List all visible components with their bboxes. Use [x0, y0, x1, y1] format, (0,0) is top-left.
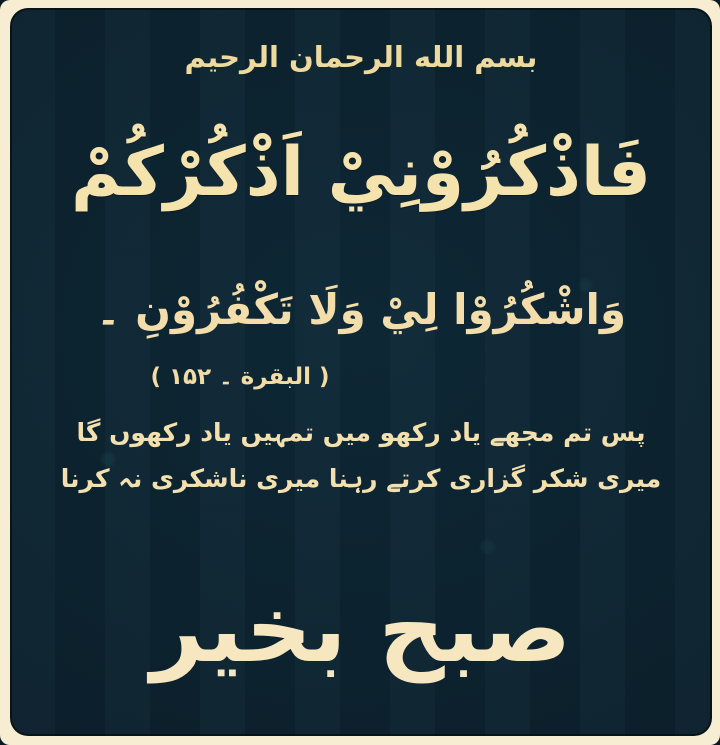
quran-verse-line-1: فَاذْكُرُوْنِيْ اَذْكُرْكُمْ [71, 133, 651, 212]
quote-card [10, 8, 712, 736]
greeting-text: صبح بخیر [150, 576, 572, 683]
urdu-translation-line-1: پس تم مجھے یاد رکھو میں تمہیں یاد رکھوں گا [76, 418, 646, 447]
bismillah-text: بسم الله الرحمان الرحيم [184, 40, 538, 74]
quran-verse-line-2: وَاشْكُرُوْا لِيْ وَلَا تَكْفُرُوْنِ ۔ [95, 285, 627, 334]
verse-reference: ( البقرة ۔ ۱۵۲ ) [150, 364, 330, 390]
urdu-translation-line-2: میری شکر گزاری کرتے رہنا میری ناشکری نہ کرنا [60, 464, 662, 493]
